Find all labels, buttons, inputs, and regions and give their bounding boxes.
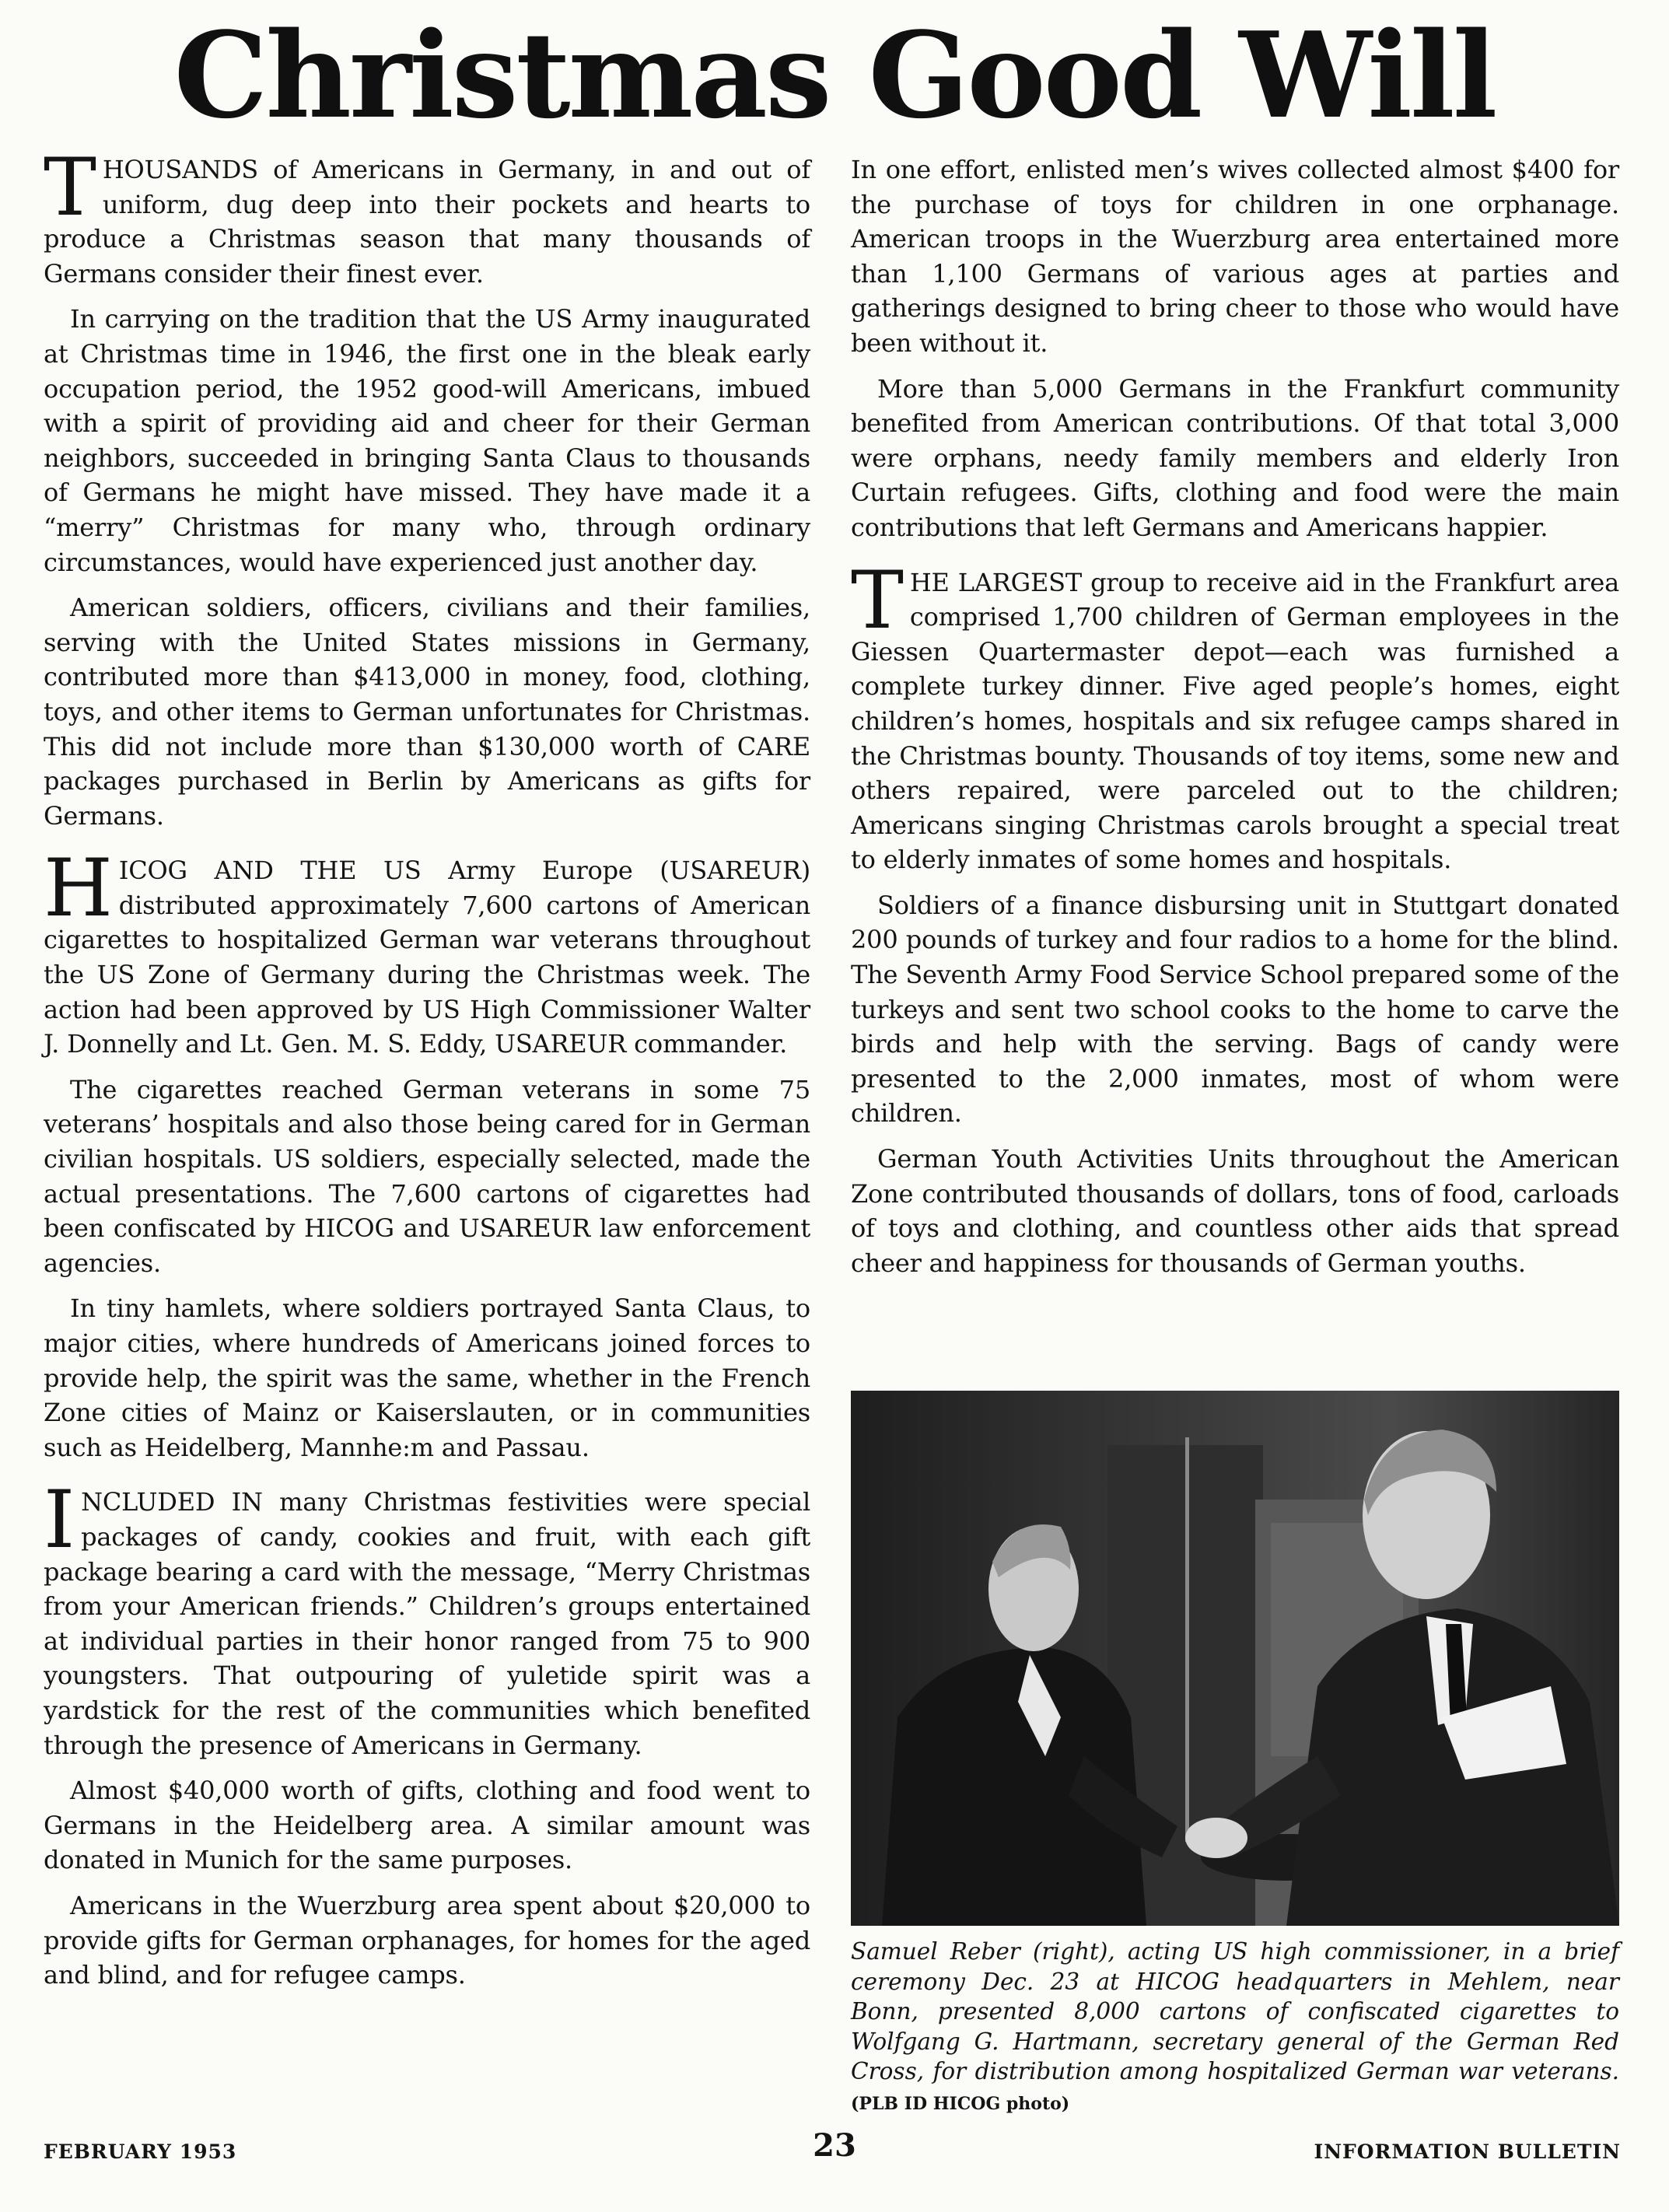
article-title: Christmas Good Will xyxy=(173,5,1496,145)
paragraph: The cigarettes reached German veterans in some 75 veterans’ hospitals and also those being cared for in German civilian hospitals. US soldiers, especially selected, made the actual presentations. The 7,600 cartons of cigarettes had been confiscated by HICOG and USAREUR law enforcement agencies. xyxy=(44,1074,810,1278)
right-column xyxy=(851,152,1619,1280)
paragraph: In tiny hamlets, where soldiers portrayed Santa Claus, to major cities, where hundreds of Americans joined forces to provide help, the spirit was the same, whether in the French Zone cities of Mainz or Kaiserslauten, or in communities such as Heidelberg, Mannhe:m and Passau. xyxy=(44,1293,810,1462)
paragraph-text: ICOG AND THE US Army Europe (USAREUR) distributed approximately 7,600 cartons of American cigarettes to hospitalized German war veterans throughout the US Zone of Germany during the Christmas week. The action had been approved by US High Commissioner Walter J. Donnelly and Lt. Gen. M. S. Eddy, USAREUR commander. xyxy=(44,856,810,1059)
drop-cap: H xyxy=(44,842,113,936)
paragraph-text: HE LARGEST group to receive aid in the Frankfurt area comprised 1,700 children of German employees in the Giessen Quartermaster depot—each was furnished a complete turkey dinner. Five aged people’s homes, eight children’s homes, hospitals and six refugee camps shared in the Christmas bounty. Thousands of toy items, some new and others repaired, were parceled out to the children; Americans singing Christmas carols brought a special treat to elderly inmates of some homes and hospitals. xyxy=(851,567,1619,875)
paragraph xyxy=(44,142,810,291)
page-number: 23 xyxy=(813,2127,856,2164)
paragraph-text: HOUSANDS of Americans in Germany, in and out of uniform, dug deep into their pockets and hearts to produce a Christmas season that many thousands of Germans consider their finest ever. xyxy=(44,155,810,289)
paragraph: American soldiers, officers, civilians and their families, serving with the United States missions in Germany, contributed more than $413,000 in money, food, clothing, toys, and other items to German unfortunates for Christmas. This did not include more than $130,000 worth of CARE packages purchased in Berlin by Americans as gifts for Germans. xyxy=(44,593,810,831)
paragraph xyxy=(851,554,1619,877)
drop-cap: I xyxy=(44,1474,75,1567)
paragraph xyxy=(44,1474,810,1762)
photo-illustration xyxy=(851,1391,1619,1926)
caption-text: Samuel Reber (right), acting US high commissioner, in a brief ceremony Dec. 23 at HICOG headquarters in Mehlem, near Bonn, presented 8,000 cartons of confiscated cigarettes to Wolfgang G. Hartmann, secretary general of the German Red Cross, for distribution among hospitalized German war veterans. xyxy=(851,1938,1619,2084)
photo-caption xyxy=(851,1937,1619,2119)
paragraph: Almost $40,000 worth of gifts, clothing and food went to Germans in the Heidelberg area. A similar amount was donated in Munich for the same purposes. xyxy=(44,1776,810,1875)
paragraph: Soldiers of a finance disbursing unit in Stuttgart donated 200 pounds of turkey and four radios to a home for the blind. The Seventh Army Food Service School prepared some of the turkeys and sent two school cooks to the home to carve the birds and help with the serving. Bags of candy were presented to the 2,000 inmates, most of whom were children. xyxy=(851,890,1619,1129)
drop-cap: T xyxy=(851,554,904,647)
photo-credit: (PLB ID HICOG photo) xyxy=(851,2093,1070,2114)
drop-cap: T xyxy=(44,142,96,234)
paragraph: In carrying on the tradition that the US Army inaugurated at Christmas time in 1946, the first one in the bleak early occupation period, the 1952 good-will Americans, imbued with a spirit of providing aid and cheer for their German neighbors, succeeded in bringing Santa Claus to thousands of Germans he might have missed. They have made it a “merry” Christmas for many who, through ordinary circumstances, would have experienced just another day. xyxy=(44,304,810,577)
paragraph: Americans in the Wuerzburg area spent about $20,000 to provide gifts for German orphanages, for homes for the aged and blind, and for refugee camps. xyxy=(44,1890,810,1990)
paragraph: More than 5,000 Germans in the Frankfurt community benefited from American contributions. Of that total 3,000 were orphans, needy family members and elderly Iron Curtain refugees. Gifts, clothing and food were the main contributions that left Germans and Americans happier. xyxy=(851,373,1619,542)
handshake-photo xyxy=(851,1391,1619,1926)
left-column xyxy=(44,142,810,1993)
paragraph: German Youth Activities Units throughout the American Zone contributed thousands of dollars, tons of food, carloads of toys and clothing, and countless other aids that spread cheer and happiness for thousands of German youths. xyxy=(851,1144,1619,1278)
footer-publication: INFORMATION BULLETIN xyxy=(1314,2140,1621,2163)
footer-date: FEBRUARY 1953 xyxy=(44,2140,237,2163)
paragraph: In one effort, enlisted men’s wives collected almost $400 for the purchase of toys for children in one orphanage. American troops in the Wuerzburg area entertained more than 1,100 Germans of various ages at parties and gatherings designed to bring cheer to those who would have been without it. xyxy=(851,155,1619,358)
paragraph-text: NCLUDED IN many Christmas festivities were special packages of candy, cookies and fruit, with each gift package bearing a card with the message, “Merry Christmas from your American friends.” Children’s groups entertained at individual parties in their honor ranged from 75 to 900 youngsters. That outpouring of yuletide spirit was a yardstick for the rest of the communities which benefited through the presence of Americans in Germany. xyxy=(44,1487,810,1760)
paragraph xyxy=(44,842,810,1062)
